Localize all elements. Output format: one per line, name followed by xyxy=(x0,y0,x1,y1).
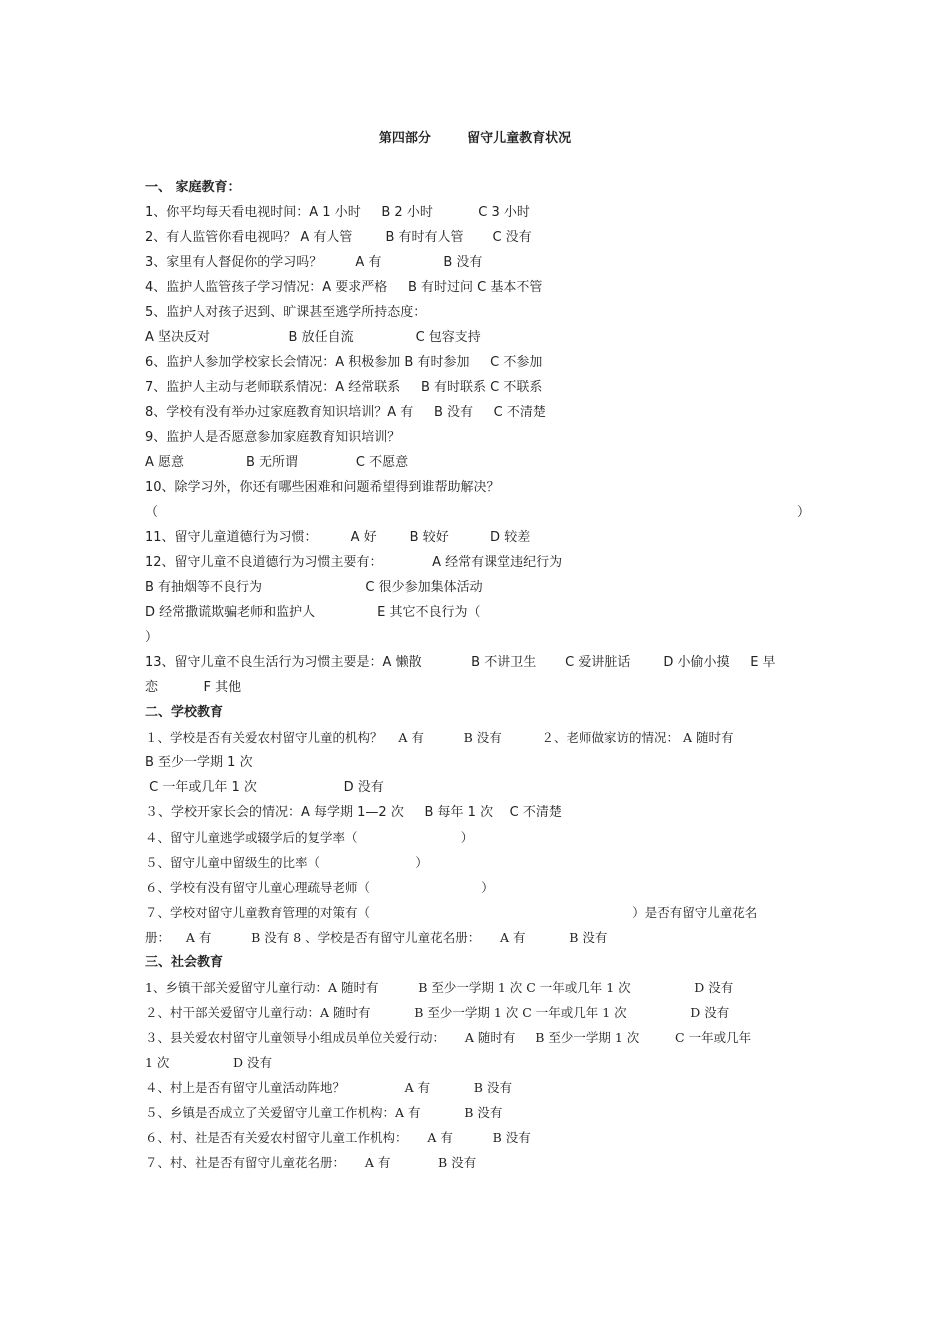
question-line: 2、有人监管你看电视吗？ A 有人管 B 有时有人管 C 没有 xyxy=(145,230,532,245)
question-line: ６、村、社是否有关爱农村留守儿童工作机构： A 有 B 没有 xyxy=(145,1130,531,1145)
question-line: 4、监护人监管孩子学习情况：A 要求严格 B 有时过问 C 基本不管 xyxy=(145,280,543,295)
question-line: 1、乡镇干部关爱留守儿童行动：A 随时有 B 至少一学期 1 次 C 一年或几年 1 次 D 没有 xyxy=(145,980,734,995)
page-title xyxy=(0,127,950,146)
question-line: ５、留守儿童中留级生的比率（ ） xyxy=(145,855,428,870)
section-heading-family: 一、 家庭教育： xyxy=(145,180,241,195)
question-line: 恋 F 其他 xyxy=(145,680,242,695)
question-line: ７、村、社是否有留守儿童花名册： A 有 B 没有 xyxy=(145,1155,477,1170)
question-line: 10、除学习外，你还有哪些困难和问题希望得到谁帮助解决？ xyxy=(145,480,500,495)
question-line: ） xyxy=(145,630,159,645)
answer-blank-q10 xyxy=(145,500,810,525)
question-line: A 愿意 B 无所谓 C 不愿意 xyxy=(145,455,409,470)
close-paren: ） xyxy=(796,505,810,520)
question-line: 8、学校有没有举办过家庭教育知识培训？A 有 B 没有 C 不清楚 xyxy=(145,405,546,420)
question-line: 1 次 D 没有 xyxy=(145,1055,272,1070)
question-line: ７、学校对留守儿童教育管理的对策有（ ）是否有留守儿童花名 xyxy=(145,905,758,920)
question-line: ５、乡镇是否成立了关爱留守儿童工作机构：A 有 B 没有 xyxy=(145,1105,503,1120)
question-line: ４、留守儿童逃学或辍学后的复学率（ ） xyxy=(145,830,474,845)
questionnaire-body xyxy=(145,175,810,1175)
question-line: 5、监护人对孩子迟到、旷课甚至逃学所持态度： xyxy=(145,305,427,320)
question-line: ４、村上是否有留守儿童活动阵地？ A 有 B 没有 xyxy=(145,1080,512,1095)
section-heading-society: 三、社会教育 xyxy=(145,955,224,970)
question-line: B 至少一学期 1 次 xyxy=(145,755,253,770)
question-line: ３、学校开家长会的情况：A 每学期 1—2 次 B 每年 1 次 C 不清楚 xyxy=(145,805,562,820)
question-line: ６、学校有没有留守儿童心理疏导老师（ ） xyxy=(145,880,494,895)
question-line: 13、留守儿童不良生活行为习惯主要是：A 懒散 B 不讲卫生 C 爱讲脏话 D 小偷小摸 E 早 xyxy=(145,655,776,670)
question-line: 册： A 有 B 没有 8 、学校是否有留守儿童花名册： A 有 B 没有 xyxy=(145,930,608,945)
question-line: D 经常撒谎欺骗老师和监护人 E 其它不良行为（ xyxy=(145,605,481,620)
title-name: 留守儿童教育状况 xyxy=(467,131,572,146)
question-line: １、学校是否有关爱农村留守儿童的机构？ A 有 B 没有 ２、老师做家访的情况： A 随时有 xyxy=(145,730,734,745)
question-line: 7、监护人主动与老师联系情况：A 经常联系 B 有时联系 C 不联系 xyxy=(145,380,543,395)
question-line: ２、村干部关爱留守儿童行动：A 随时有 B 至少一学期 1 次 C 一年或几年 1 次 D 没有 xyxy=(145,1005,730,1020)
question-line: 12、留守儿童不良道德行为习惯主要有： A 经常有课堂违纪行为 xyxy=(145,555,563,570)
question-line: ３、县关爱农村留守儿童领导小组成员单位关爱行动： A 随时有 B 至少一学期 1 次 C 一年或几年 xyxy=(145,1030,752,1045)
question-line: 1、你平均每天看电视时间：A 1 小时 B 2 小时 C 3 小时 xyxy=(145,205,530,220)
question-line: 11、留守儿童道德行为习惯： A 好 B 较好 D 较差 xyxy=(145,530,531,545)
question-line: B 有抽烟等不良行为 C 很少参加集体活动 xyxy=(145,580,483,595)
question-line: 3、家里有人督促你的学习吗？ A 有 B 没有 xyxy=(145,255,483,270)
question-line: 6、监护人参加学校家长会情况：A 积极参加 B 有时参加 C 不参加 xyxy=(145,355,543,370)
title-part: 第四部分 xyxy=(378,131,431,146)
question-line: A 坚决反对 B 放任自流 C 包容支持 xyxy=(145,330,481,345)
question-line: C 一年或几年 1 次 D 没有 xyxy=(145,780,384,795)
section-heading-school: 二、学校教育 xyxy=(145,705,224,720)
question-line: 9、监护人是否愿意参加家庭教育知识培训？ xyxy=(145,430,401,445)
open-paren: （ xyxy=(145,505,159,520)
